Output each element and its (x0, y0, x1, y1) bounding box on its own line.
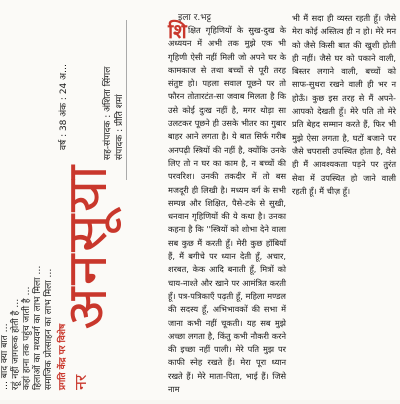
right-column (292, 0, 396, 400)
article-paragraph: क्षित गृहिणियों के सुख-दुख के अध्ययन में अभी तक मुझे एक भी गृहिणी ऐसी नहीं मिली जो अपने घर के कामकाज से तथा बच्चों से पूरी तरह संतुष्ट हो। पहला सवाल पूछने पर तो फौरन तोतारटंत-सा जवाब मिलता है कि उसे कोई दुःख नहीं है, मगर थोड़ा सा उलटकर पूछने ही उसके भीतर का गुबार बाहर आने लगता है। ये बात सिर्फ गरीब अनपढ़ी स्त्रियों की नहीं है, क्योंकि उनके लिए तो न घर का काम है, न बच्चों की परवरिश। उनकी तकदीर में तो बस मजदूरी ही लिखी है। मध्यम वर्ग के सभी सम्पन्न और शिक्षित, पैसे-टके से सुखी, धनवान गृहिणियों की ये कथा है। उनका कहना है कि ''स्त्रियों को शोभा देने वाला सब कुछ मैं करती हूँ। मेरी कुछ हॉबियाँ हैं, मैं बगीचे पर ध्यान देती हूँ, अचार, शरबत, केक आदि बनाती हूँ, मित्रों को चाय-नाश्ते और खाने पर आमंत्रित करती हूँ। पत्र-पत्रिकाएँ पढ़ती हूँ, महिला मण्डल की सदस्य हूँ, अभिभावकों की सभा में जाना कभी नहीं चूकती। यह सब मुझे अच्छा लगता है, किंतु कभी नौकरी करने की इच्छा नहीं पाली। मेरे पति मुझ पर काफी स्नेह रखते हैं। मेरा पूरा ध्यान रखते हैं। मेरे माता-पिता, भाई हैं। जिसे नाम (168, 25, 286, 395)
teaser-tag: नर (71, 374, 90, 390)
right-body (292, 12, 396, 198)
editor-block (102, 67, 126, 160)
teaser-line: हिलाओं का मध्यवर्ग का लाभ मिला … (33, 265, 43, 390)
magazine-title: अनसूया (55, 163, 120, 330)
left-header-strip (0, 0, 170, 400)
teaser-line: … बाद क्या बात … (0, 323, 10, 390)
article-body (168, 19, 286, 396)
editor-name: सह-संपादक : अंशिता सिंगल (103, 66, 113, 160)
right-paragraph: भी मैं सदा ही व्यस्त रहती हूँ। जैसे मेरा कोई अस्तित्व ही न हो। मेरे मन को जैसे किसी बात की खुशी होती ही नहीं। जैसे घर को पकाने वाली, बिस्तर लगाने वाली, बच्चों को साफ-सुथरा रखने वाली ही भर न होऊँ। कुछ इस तरह से मैं अपने-आपको देखती हूँ। मेरे पति तो मेरे प्रति बेहद सम्मान करते हैं, फिर भी मुझे ऐसा लगता है, घटों बजाने पर जैसे चपरासी उपस्थित होता है, वैसे ही मैं आवश्यकता पड़ने पर तुरंत सेवा में उपस्थित हो जाने वाली रहती हूँ। मैं चीज़ हूँ। (292, 13, 396, 196)
divider (126, 20, 127, 180)
issue-info: वर्ष : 38 अंक : 24 अ… (59, 63, 69, 150)
drop-cap: शि (168, 19, 187, 43)
teaser-line: रहूं नहीं जागरूक होती है … (11, 298, 21, 390)
author-byline: इला र.भट्ट (178, 13, 211, 23)
teaser-line: कहां हाना तक पहुंच जाती है … (22, 286, 32, 390)
teaser-section-label: प्रगति केंद्र पर विशेष (58, 323, 68, 390)
co-editor-name: संपादक : प्रीति शमां (115, 94, 125, 160)
article-column (168, 0, 286, 400)
teaser-line: समाजिक प्रोत्साहन का लाभ मिला … (44, 268, 54, 390)
